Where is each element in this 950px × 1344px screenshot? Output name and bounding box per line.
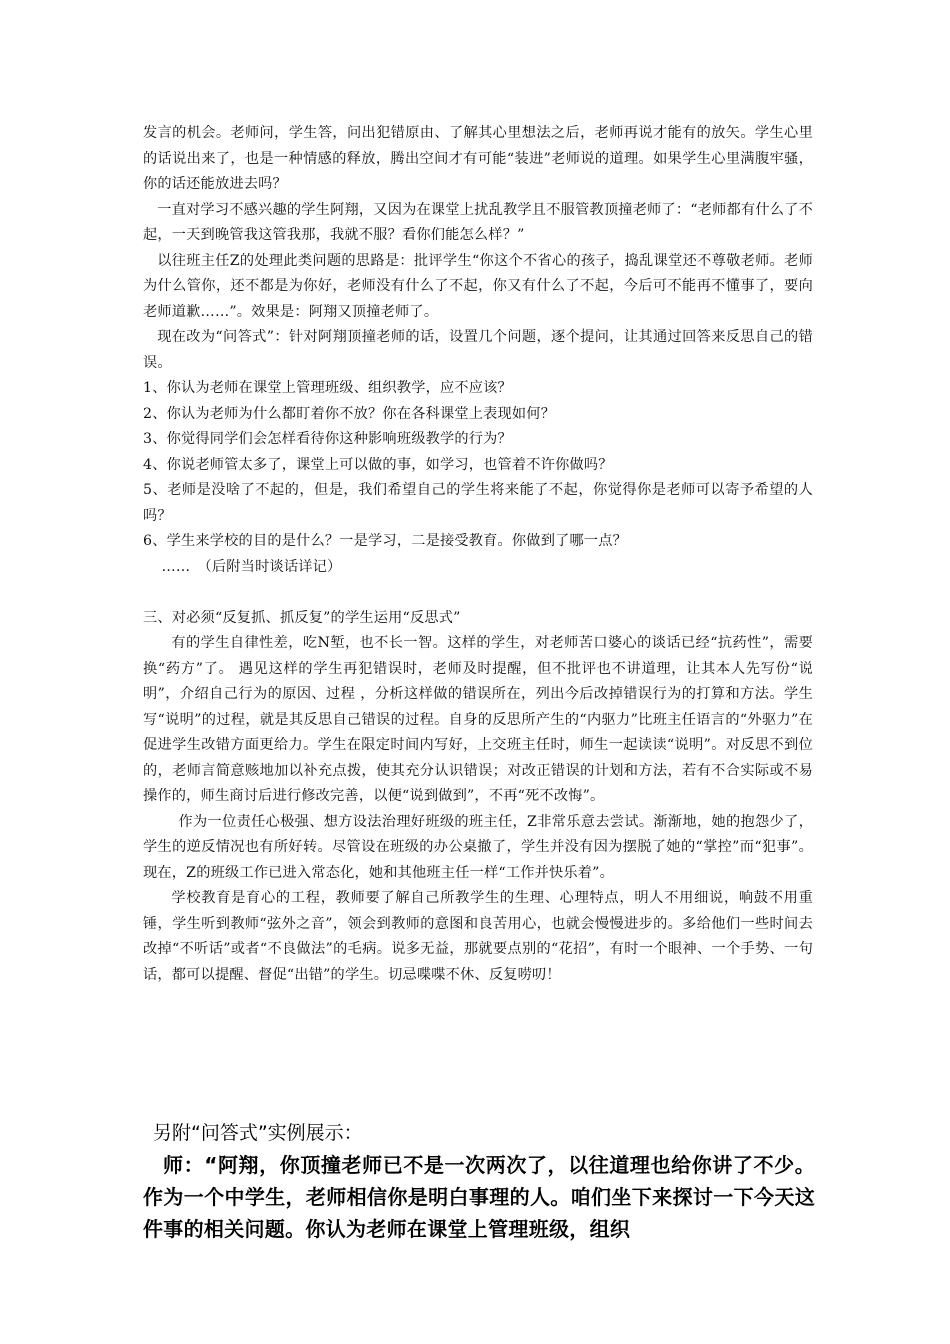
question-5: 5、老师是没啥了不起的，但是，我们希望自己的学生将来能了不起，你觉得你是老师可以寄予希望的人吗？ [143, 482, 813, 524]
blank-line [143, 580, 813, 606]
question-4: 4、你说老师管太多了，课堂上可以做的事，如学习，也管着不许你做吗？ [143, 456, 613, 473]
question-6: 6、学生来学校的目的是什么？一是学习，二是接受教育。你做到了哪一点？ [143, 533, 628, 549]
question-1: 1、你认为老师在课堂上管理班级、组织教学，应不应该？ [143, 380, 512, 396]
appendix-title: 另附“问答式”实例展示： [153, 1122, 363, 1144]
paragraph-qa-method: 现在改为“问答式”：针对阿翔顶撞老师的话，设置几个问题，逐个提问，让其通过回答来反思自己的错误。 [143, 329, 813, 371]
appendix-note: …… （后附当时谈话详记） [161, 558, 342, 575]
appendix-dialogue: 师：“阿翔，你顶撞老师已不是一次两次了，以往道理也给你讲了不少。作为一个中学生，老师相信你是明白事理的人。咱们坐下来探讨一下今天这件事的相关问题。你认为老师在课堂上管理班级，组织 [143, 1153, 815, 1241]
paragraph-old-approach: 以往班主任Z的处理此类问题的思路是：批评学生“你这个不省心的孩子，捣乱课堂还不尊敬老师。老师为什么管你，还不都是为你好，老师没有什么了不起，你又有什么了不起，今后可不能再不懂事了，要向老师道歉……”。效果是：阿翔又顶撞老师了。 [143, 252, 813, 320]
question-3: 3、你觉得同学们会怎样看待你这种影响班级教学的行为？ [143, 431, 512, 447]
section-heading-three: 三、对必须“反复抓、抓反复”的学生运用“反思式” [143, 609, 461, 626]
paragraph-axiang-incident: 一直对学习不感兴趣的学生阿翔，又因为在课堂上扰乱教学且不服管教顶撞老师了：“老师都有什么了不起，一天到晚管我这管我那，我就不服？看你们能怎么样？” [143, 201, 813, 243]
paragraph-speaking-chance: 发言的机会。老师问，学生答，问出犯错原由、了解其心里想法之后，老师再说才能有的放矢。学生心里的话说出来了，也是一种情感的释放，腾出空间才有可能“装进”老师说的道理。如果学生心里满腹牢骚，你的话还能放进去吗？ [143, 125, 813, 192]
article-body [143, 121, 813, 988]
paragraph-reflection-method: 有的学生自律性差，吃N堑，也不长一智。这样的学生，对老师苦口婆心的谈话已经“抗药性”，需要换“药方”了。 遇见这样的学生再犯错误时，老师及时提醒，但不批评也不讲道理，让其本人先写份“说明”，介绍自己行为的原因、过程 ，分析这样做的错误所在，列出今后改掉错误行为的打算和方法。学生写“说明”的过程，就是其反思自己错误的过程。自身的反思所产生的“内驱力”比班主任语言的“外驱力”在促进学生改错方面更给力。学生在限定时间内写好，上交班主任时，师生一起读读“说明”。对反思不到位的，老师言简意赅地加以补充点拨，使其充分认识错误；对改正错误的计划和方法，若有不合实际或不易操作的，师生商讨后进行修改完善，以便“说到做到”，不再“死不改悔”。 [143, 635, 813, 804]
paragraph-education-heart: 学校教育是育心的工程，教师要了解自己所教学生的生理、心理特点，明人不用细说，响鼓不用重锤，学生听到教师“弦外之音”，领会到教师的意图和良苦用心，也就会慢慢进步的。多给他们一些时间去改掉“不听话”或者“不良做法”的毛病。说多无益，那就要点别的“花招”，有时一个眼神、一个手势、一句话，都可以提醒、督促“出错”的学生。切忌喋喋不休、反复唠叨！ [143, 890, 813, 983]
paragraph-teacher-z: 作为一位责任心极强、想方设法治理好班级的班主任，Z非常乐意去尝试。渐渐地，她的抱怨少了，学生的逆反情况也有所好转。尽管设在班级的办公桌撤了，学生并没有因为摆脱了她的“掌控”而“犯事”。现在，Z的班级工作已进入常态化，她和其他班主任一样“工作并快乐着”。 [143, 813, 813, 881]
appendix-section [143, 1118, 815, 1245]
question-2: 2、你认为老师为什么都盯着你不放？你在各科课堂上表现如何？ [143, 405, 556, 422]
